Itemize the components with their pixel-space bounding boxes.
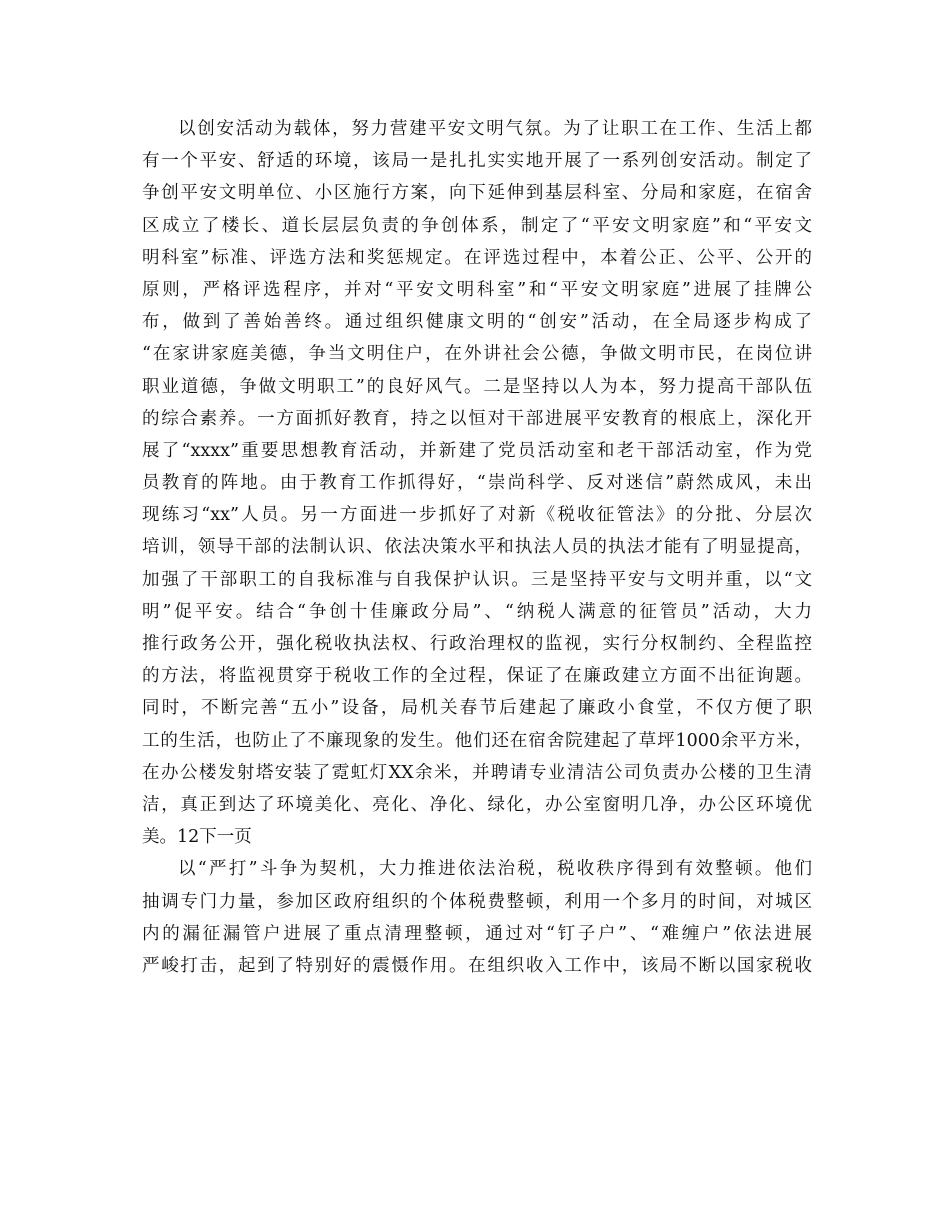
paragraph-line: 的方法，将监视贯穿于税收工作的全过程，保证了在廉政建立方面不出征询题。 — [142, 666, 812, 687]
paragraph-line: 同时，不断完善“五小”设备，局机关春节后建起了廉政小食堂，不仅方便了职 — [142, 698, 812, 719]
paragraph-line: 职业道德，争做文明职工”的良好风气。二是坚持以人为本，努力提高干部队伍 — [142, 376, 812, 397]
paragraph-1 — [142, 113, 812, 853]
paragraph-line: 展了“xxxx”重要思想教育活动，并新建了党员活动室和老干部活动室，作为党 — [142, 440, 812, 461]
paragraph-line: 明”促平安。结合“争创十佳廉政分局”、“纳税人满意的征管员”活动，大力 — [142, 601, 812, 622]
paragraph-line: 在办公楼发射塔安装了霓虹灯XX余米，并聘请专业清洁公司负责办公楼的卫生清 — [142, 762, 812, 783]
paragraph-2 — [142, 853, 812, 982]
document-body — [142, 113, 812, 982]
paragraph-line: 布，做到了善始善终。通过组织健康文明的“创安”活动，在全局逐步构成了 — [142, 312, 812, 333]
paragraph-line: 以“严打”斗争为契机，大力推进依法治税，税收秩序得到有效整顿。他们 — [178, 859, 812, 880]
paragraph-line: 加强了干部职工的自我标准与自我保护认识。三是坚持平安与文明并重，以“文 — [142, 569, 812, 590]
paragraph-line: 推行政务公开，强化税收执法权、行政治理权的监视，实行分权制约、全程监控 — [142, 634, 812, 654]
paragraph-line: 洁，真正到达了环境美化、亮化、净化、绿化，办公室窗明几净，办公区环境优 — [142, 794, 812, 815]
paragraph-line: 有一个平安、舒适的环境，该局一是扎扎实实地开展了一系列创安活动。制定了 — [142, 151, 812, 172]
paragraph-line: 原则，严格评选程序，并对“平安文明科室”和“平安文明家庭”进展了挂牌公 — [142, 279, 812, 300]
paragraph-line: “在家讲家庭美德，争当文明住户，在外讲社会公德，争做文明市民，在岗位讲 — [142, 344, 812, 365]
paragraph-line: 内的漏征漏管户进展了重点清理整顿，通过对“钉子户”、“难缠户”依法进展 — [142, 923, 812, 944]
paragraph-line: 的综合素养。一方面抓好教育，持之以恒对干部进展平安教育的根底上，深化开 — [142, 408, 812, 429]
paragraph-line: 区成立了楼长、道长层层负责的争创体系，制定了“平安文明家庭”和“平安文 — [142, 215, 812, 236]
paragraph-line: 现练习“xx”人员。另一方面进一步抓好了对新《税收征管法》的分批、分层次 — [142, 505, 812, 526]
paragraph-line: 培训，领导干部的法制认识、依法决策水平和执法人员的执法才能有了明显提高， — [142, 537, 812, 558]
paragraph-line: 美。12下一页 — [142, 827, 252, 848]
paragraph-line: 工的生活，也防止了不廉现象的发生。他们还在宿舍院建起了草坪1000余平方米， — [142, 730, 812, 751]
paragraph-line: 员教育的阵地。由于教育工作抓得好，“崇尚科学、反对迷信”蔚然成风，未出 — [142, 473, 812, 494]
paragraph-line: 争创平安文明单位、小区施行方案，向下延伸到基层科室、分局和家庭，在宿舍 — [142, 183, 812, 204]
paragraph-line: 严峻打击，起到了特别好的震慑作用。在组织收入工作中，该局不断以国家税收 — [142, 955, 812, 976]
paragraph-line: 以创安活动为载体，努力营建平安文明气氛。为了让职工在工作、生活上都 — [178, 119, 812, 139]
paragraph-line: 明科室”标准、评选方法和奖惩规定。在评选过程中，本着公正、公平、公开的 — [142, 247, 812, 268]
paragraph-line: 抽调专门力量，参加区政府组织的个体税费整顿，利用一个多月的时间，对城区 — [142, 891, 812, 912]
